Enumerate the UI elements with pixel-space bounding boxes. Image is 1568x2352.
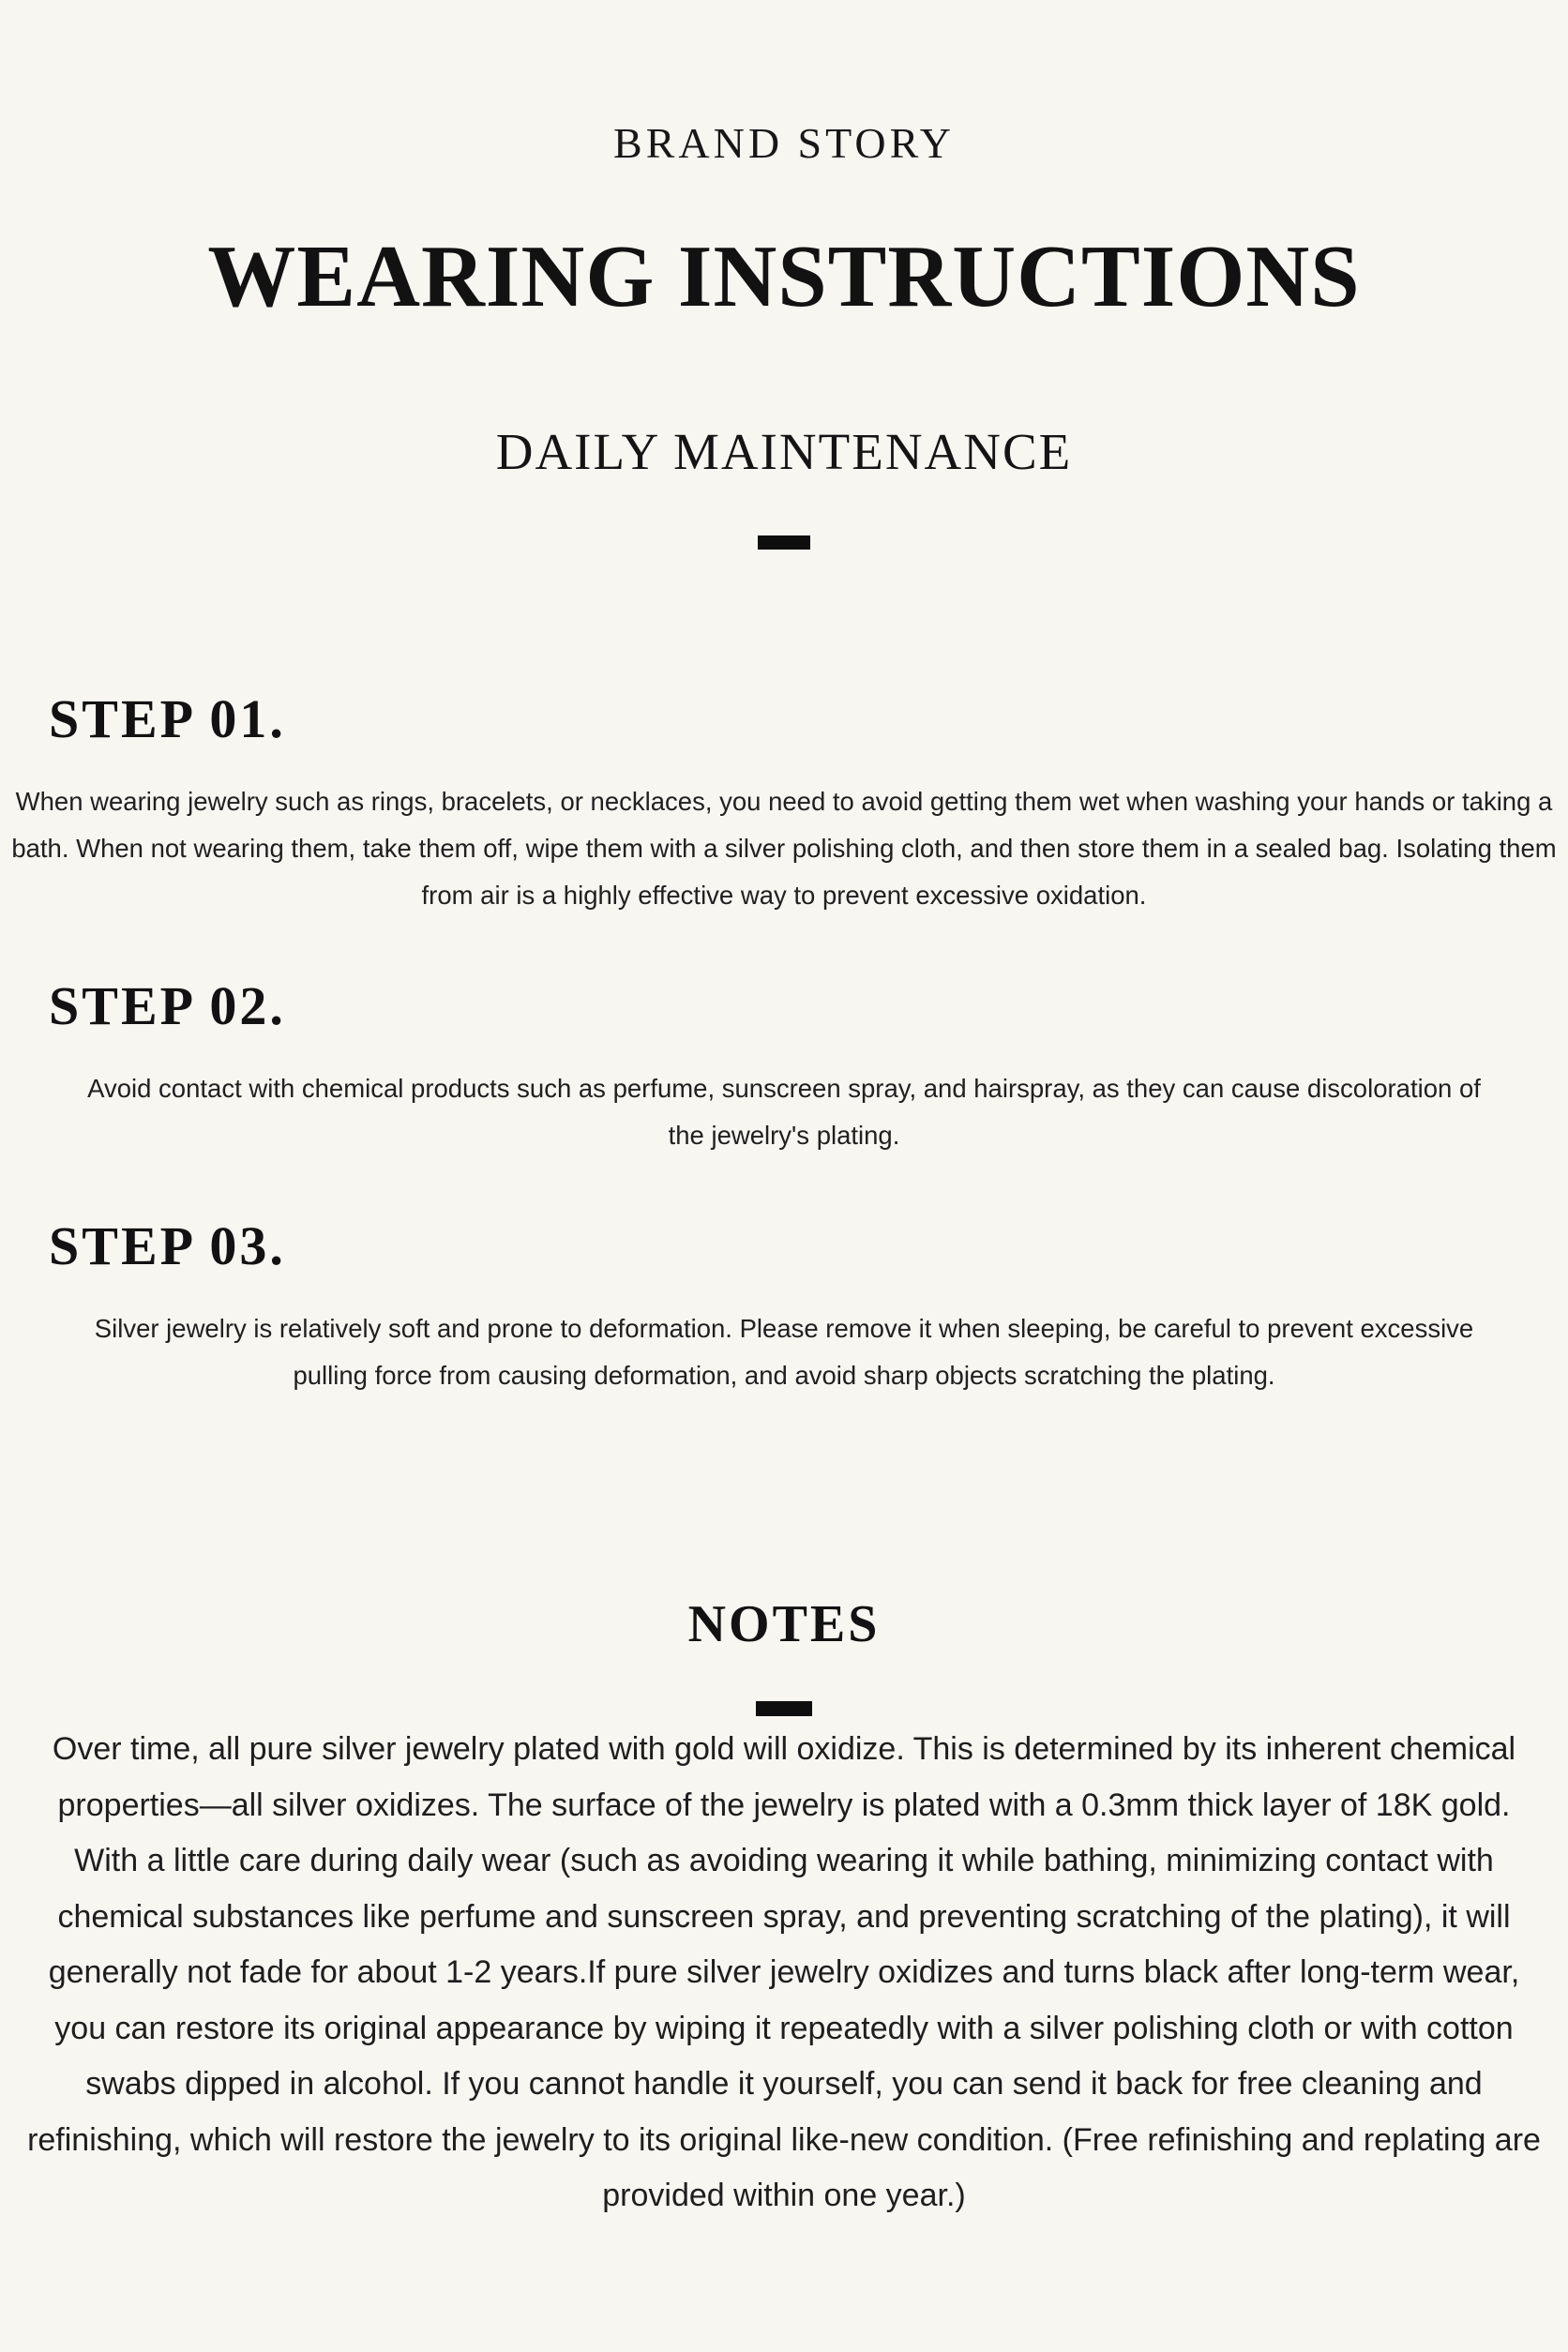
step-03-text: Silver jewelry is relatively soft and prone to deformation. Please remove it when sleeping, be careful to prevent excessive pulling force from causing deformation, and avoid sharp objects scratching the plating. [94, 1314, 1474, 1390]
step-01 [0, 688, 1568, 919]
step-02 [0, 975, 1568, 1159]
step-02-text: Avoid contact with chemical products such as perfume, sunscreen spray, and hairspray, as they can cause discoloration of the jewelry's plating. [87, 1074, 1481, 1150]
step-01-label: STEP 01. [49, 688, 286, 749]
step-03 [0, 1215, 1568, 1399]
step-03-label: STEP 03. [49, 1215, 286, 1276]
steps-section [0, 688, 1568, 1399]
notes-text: Over time, all pure silver jewelry plated with gold will oxidize. This is determined by its inherent chemical properties—all silver oxidizes. The surface of the jewelry is plated with a 0.3mm thick layer of 18K gold. With a little care during daily wear (such as avoiding wearing it while bathing, minimizing contact with chemical substances like perfume and sunscreen spray, and preventing scratching of the plating), it will generally not fade for about 1-2 years.If pure silver jewelry oxidizes and turns black after long-term wear, you can restore its original appearance by wiping it repeatedly with a silver polishing cloth or with cotton swabs dipped in alcohol. If you cannot handle it yourself, you can send it back for free cleaning and refinishing, which will restore the jewelry to its original like-new condition. (Free refinishing and replating are provided within one year.) [27, 1731, 1541, 2213]
step-01-text: When wearing jewelry such as rings, bracelets, or necklaces, you need to avoid getting them wet when washing your hands or taking a bath. When not wearing them, take them off, wipe them with a silver polishing cloth, and then store them in a sealed bag. Isolating them from air is a highly effective way to prevent excessive oxidation. [11, 787, 1557, 910]
step-02-label: STEP 02. [49, 975, 286, 1036]
notes-section [0, 1595, 1568, 2224]
daily-maintenance-heading: DAILY MAINTENANCE [495, 423, 1073, 480]
header [0, 0, 1568, 550]
divider-dash [758, 535, 810, 550]
page-title: WEARING INSTRUCTIONS [207, 228, 1361, 325]
divider-dash [756, 1701, 812, 1716]
notes-heading: NOTES [687, 1595, 881, 1653]
brand-story-label: BRAND STORY [613, 119, 955, 167]
